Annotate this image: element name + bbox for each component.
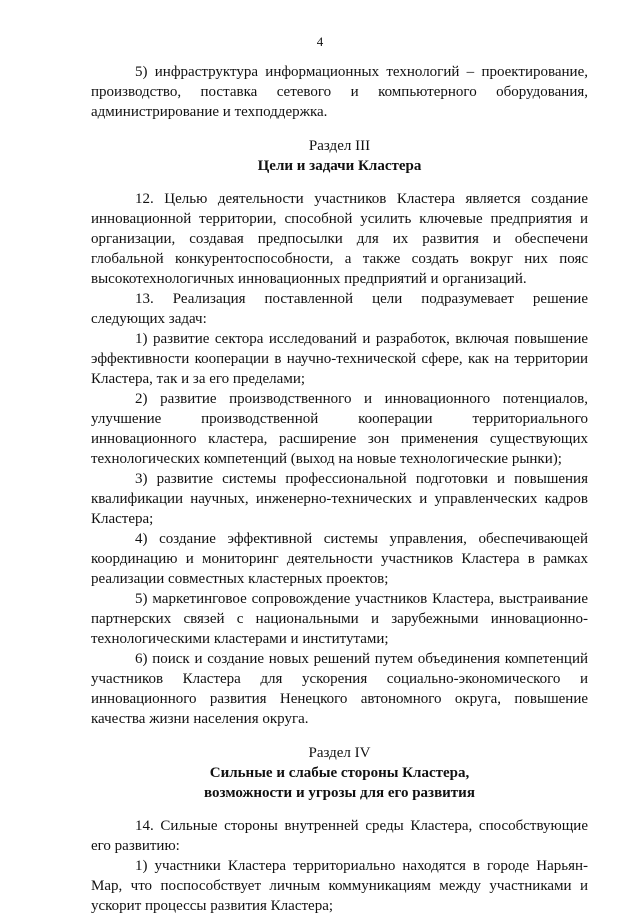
document-body <box>91 62 588 916</box>
list-item: 6) поиск и создание новых решений путем объединения компетенций участников Кластера для ускорения социально-экономического и инновационного развития Ненецкого автономного округа, повышение качества жизни населения округа. <box>91 651 588 727</box>
paragraph: 12. Целью деятельности участников Кластера является создание инновационной территории, способной усилить ключевые предприятия и организации, создавая предпосылки для их развития и обеспечени глобальной конкурентоспособности, а также создать вокруг них пояс высокотехнологичных инновационных предприятий и организаций. <box>91 191 588 287</box>
page-number: 4 <box>316 34 324 49</box>
list-item: 5) маркетинговое сопровождение участников Кластера, выстраивание партнерских связей с национальными и зарубежными инновационно-технологическими кластерами и институтами; <box>91 591 588 647</box>
list-item: 3) развитие системы профессиональной подготовки и повышения квалификации научных, инженерно-технических и управленческих кадров Кластера; <box>91 471 588 527</box>
list-item: 2) развитие производственного и инновационного потенциалов, улучшение производственной кооперации территориального инновационного кластера, расширение зон применения существующих технологических компетенций (выход на новые технологические рынки); <box>91 391 588 467</box>
list-item: 1) развитие сектора исследований и разработок, включая повышение эффективности кооперации в научно-технической сфере, как на территории Кластера, так и за его пределами; <box>91 331 588 387</box>
paragraph: 5) инфраструктура информационных технологий – проектирование, производство, поставка сетевого и компьютерного оборудования, администрирование и техподдержка. <box>91 64 588 120</box>
paragraph: 13. Реализация поставленной цели подразумевает решение следующих задач: <box>91 291 588 327</box>
section-title-line1: Сильные и слабые стороны Кластера, <box>209 765 470 781</box>
list-item: 1) участники Кластера территориально находятся в городе Нарьян-Мар, что поспособствует личным коммуникациям между участниками и ускорит процессы развития Кластера; <box>91 858 588 914</box>
section-title-line2: возможности и угрозы для его развития <box>204 785 475 801</box>
section-title: Цели и задачи Кластера <box>257 158 422 174</box>
section-heading: Раздел IV <box>308 745 371 761</box>
list-item: 4) создание эффективной системы управления, обеспечивающей координацию и мониторинг деятельности участников Кластера в рамках реализации совместных кластерных проектов; <box>91 531 588 587</box>
paragraph: 14. Сильные стороны внутренней среды Кластера, способствующие его развитию: <box>91 818 588 854</box>
section-heading: Раздел III <box>308 138 371 154</box>
